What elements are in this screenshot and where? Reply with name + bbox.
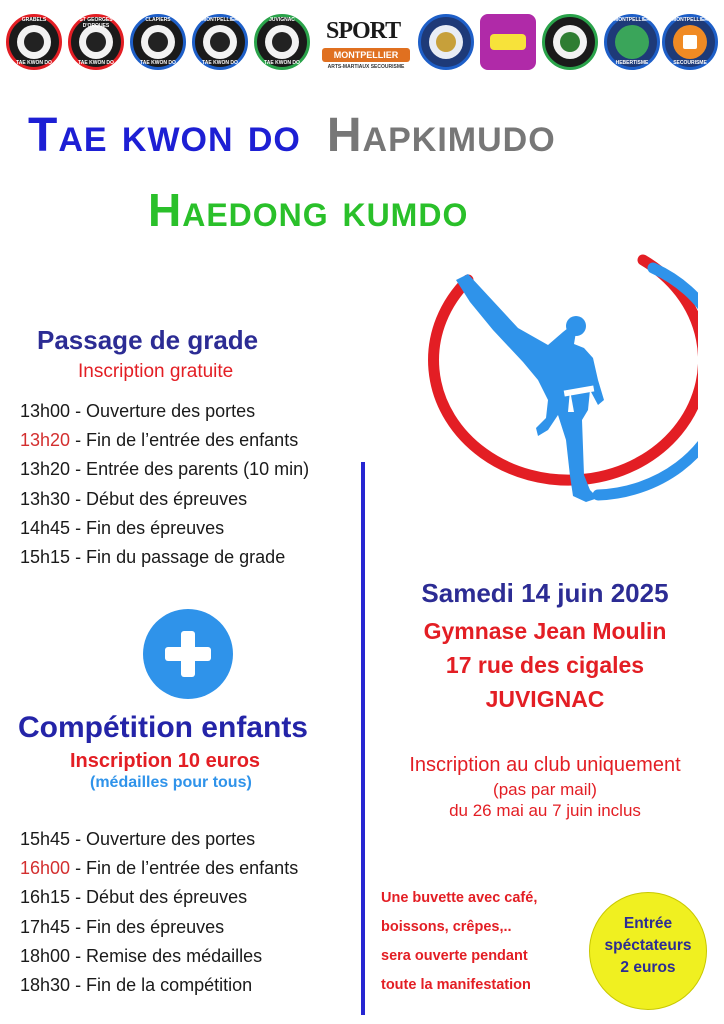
cross-icon (683, 35, 697, 49)
club-logo-clapiers: CLAPIERS TAE KWON DO (130, 14, 186, 70)
club-logo-eagle (418, 14, 474, 70)
schedule-row: 13h20 - Fin de l’entrée des enfants (20, 430, 299, 451)
schedule-row: 16h00 - Fin de l’entrée des enfants (20, 858, 299, 879)
title-line-1 (28, 108, 556, 163)
registration-line-3: du 26 mai au 7 juin inclus (449, 801, 641, 820)
competition-schedule (20, 825, 298, 1000)
club-logo-haedong-kumdo (542, 14, 598, 70)
club-logo-secourisme: MONTPELLIER SECOURISME (662, 14, 718, 70)
badge-line-2: spéctateurs (604, 937, 692, 954)
swordsman-icon (560, 32, 580, 52)
eagle-icon (436, 32, 456, 52)
club-logo-nsl (480, 14, 536, 70)
schedule-row: 15h15 - Fin du passage de grade (20, 546, 286, 567)
kicker-illustration (398, 240, 698, 510)
tiger-icon (86, 32, 106, 52)
plus-icon (143, 609, 233, 699)
competition-note: (médailles pour tous) (90, 774, 252, 791)
title-hapkimudo: Hapkimudo (326, 109, 556, 162)
passage-subheading: Inscription gratuite (78, 361, 234, 382)
tiger-icon (148, 32, 168, 52)
schedule-row: 15h45 - Ouverture des portes (20, 829, 256, 849)
club-logo-juvignac: JUVIGNAC TAE KWON DO (254, 14, 310, 70)
event-venue: Gymnase Jean Moulin (423, 618, 667, 644)
schedule-row: 18h00 - Remise des médailles (20, 945, 263, 966)
passage-heading: Passage de grade (37, 325, 259, 355)
badge-line-1: Entrée (623, 915, 673, 932)
title-haedong-kumdo: Haedong kumdo (148, 184, 469, 236)
schedule-row: 13h00 - Ouverture des portes (20, 401, 256, 421)
schedule-row: 14h45 - Fin des épreuves (20, 517, 225, 538)
sport-montpellier-logo: SPORT MONTPELLIER ARTS-MARTIAUX SECOURISME (318, 14, 414, 76)
spectator-entry-badge (589, 892, 707, 1010)
schedule-row: 16h15 - Début des épreuves (20, 887, 248, 908)
tiger-icon (272, 32, 292, 52)
event-date: Samedi 14 juin 2025 (421, 578, 669, 608)
buvette-note: Une buvette avec café, boissons, crêpes,.. sera ouverte pendant toute la manifestation (381, 890, 538, 993)
kicker-head (566, 316, 586, 336)
schedule-row: 13h20 - Entrée des parents (10 min) (20, 459, 310, 480)
club-logo-st-georges: ST GEORGES D'ORQUES TAE KWON DO (68, 14, 124, 70)
logo-strip (6, 14, 718, 76)
club-logo-hebertisme: MONTPELLIER HEBERTISME (604, 14, 660, 70)
competition-subheading: Inscription 10 euros (70, 750, 261, 772)
schedule-row: 18h30 - Fin de la compétition (20, 974, 253, 995)
passage-schedule (20, 397, 309, 572)
event-city: JUVIGNAC (485, 686, 605, 712)
schedule-row: 13h30 - Début des épreuves (20, 488, 248, 509)
registration-line-1: Inscription au club uniquement (409, 754, 681, 776)
club-logo-grabels: GRABELS TAE KWON DO (6, 14, 62, 70)
tiger-icon (210, 32, 230, 52)
schedule-row: 17h45 - Fin des épreuves (20, 916, 225, 937)
competition-heading: Compétition enfants (18, 711, 308, 744)
event-street: 17 rue des cigales (445, 652, 645, 678)
title-taekwondo: Tae kwon do (28, 109, 301, 162)
vertical-divider (361, 462, 365, 1015)
badge-line-3: 2 euros (620, 959, 676, 976)
tiger-icon (24, 32, 44, 52)
club-logo-montpellier: MONTPELLIER TAE KWON DO (192, 14, 248, 70)
registration-line-2: (pas par mail) (493, 780, 597, 799)
